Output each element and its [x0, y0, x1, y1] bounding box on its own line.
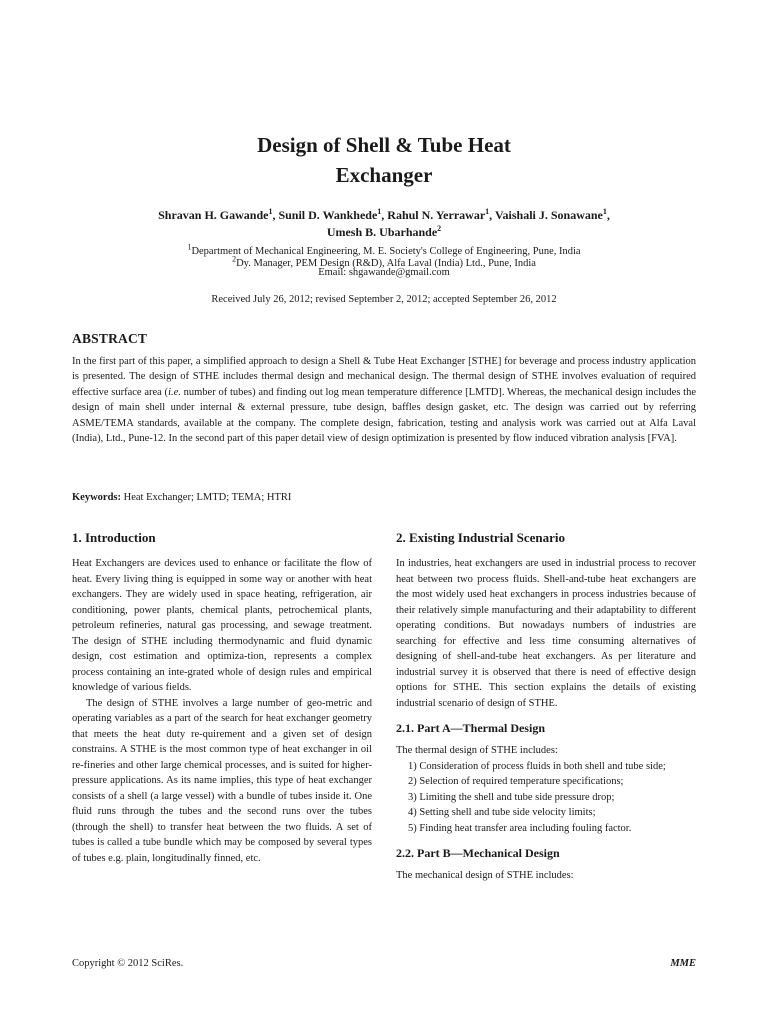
- title-line-1: Design of Shell & Tube Heat: [257, 133, 511, 157]
- author-sup: 2: [437, 224, 442, 233]
- intro-paragraph-2: The design of STHE involves a large number of geo-metric and operating variables as a part of the search for heat exchanger geometry that meets the heat duty re-quirement and a given set of design constrains. A STHE is the most common type of heat exchanger in oil re-fineries and other large chemical processes, and is suited for higher-pressure applications. As its name implies, this type of heat exchanger consists of a shell (a large vessel) with a bundle of tubes inside it. One fluid runs through the tubes and the second runs over the tubes (through the shell) to transfer heat between the two fluids. A set of tubes is called a tube bundle which may be composed by several types of tubes e.g. plain, longitudinally finned, etc.: [72, 697, 372, 864]
- title-line-2: Exchanger: [335, 163, 433, 187]
- affiliations: [60, 242, 708, 282]
- affiliation-2: $^2$Dy. Manager, PEM Design (R&D), Alfa Laval (India) Ltd., Pune, India: [232, 254, 536, 269]
- author-sup: 1: [602, 207, 607, 216]
- existing-paragraph: In industries, heat exchangers are used in industrial process to recover heat between two process fluids. Shell-and-tube heat exchangers are the most widely used heat exchangers in process industries because of their relatively simple manufacturing and their adaptability to different operating conditions. But nowadays numbers of industries are searching for effective and less time consuming alternatives of designing of shell-and-tube heat exchangers. As per literature and industrial survey it is observed that there is need of effective design options for STHE. This section explains the details of existing industrial scenario of design of STHE.: [396, 558, 696, 709]
- part-a-intro: The thermal design of STHE includes:: [396, 745, 558, 756]
- author-name: Vaishali J. Sonawane: [494, 208, 603, 222]
- section-heading-existing: 2. Existing Industrial Scenario: [396, 530, 566, 545]
- keywords-label: Keywords:: [72, 492, 121, 503]
- abstract-body: In the first part of this paper, a simplified approach to design a Shell & Tube Heat Exchanger [STHE] for beverage and process industry application is presented. The design of STHE includes thermal design and mechanical design. The thermal design of STHE involves evaluation of required effective surface area (i.e. number of tubes) and finding out log mean temperature difference [LMTD]. Whereas, the mechanical design includes the design of main shell under internal & external pressure, tube design, baffles design gasket, etc. The design was carried out by referring ASME/TEMA standards, available at the company. The complete design, fabrication, testing and analysis work was carried out at Alfa Laval (India), Ltd., Pune-12. In the second part of this paper detail view of design optimization is presented by flow induced vibration analysis [FVA].: [72, 356, 696, 445]
- left-column: [72, 528, 372, 866]
- abstract-heading: ABSTRACT: [72, 331, 148, 346]
- affiliation-1: $^1$Department of Mechanical Engineering, M. E. Society's College of Engineering, Pune, India: [187, 242, 581, 257]
- keywords-line: [72, 492, 291, 503]
- footer-copyright: Copyright © 2012 SciRes.: [72, 958, 184, 969]
- author-name: Shravan H. Gawande: [158, 208, 269, 222]
- paper-title: [60, 130, 708, 190]
- author-name: Rahul N. Yerrawar: [387, 208, 486, 222]
- keywords-list: Heat Exchanger; LMTD; TEMA; HTRI: [121, 492, 292, 503]
- received-dates: Received July 26, 2012; revised September 2, 2012; accepted September 26, 2012: [211, 294, 557, 305]
- list-item: 2) Selection of required temperature specifications;: [408, 776, 624, 787]
- list-item: 5) Finding heat transfer area including fouling factor.: [408, 822, 632, 834]
- author-sup: 1: [268, 207, 273, 216]
- part-b-intro: The mechanical design of STHE includes:: [396, 870, 574, 881]
- list-item: 3) Limiting the shell and tube side pressure drop;: [408, 791, 615, 803]
- right-column: [396, 528, 696, 884]
- list-item: 4) Setting shell and tube side velocity limits;: [408, 807, 596, 818]
- list-item: 1) Consideration of process fluids in both shell and tube side;: [408, 760, 666, 772]
- author-sup: 1: [377, 207, 382, 216]
- section-heading-introduction: 1. Introduction: [72, 530, 156, 545]
- intro-paragraph-1: Heat Exchangers are devices used to enhance or facilitate the flow of heat. Every living thing is equipped in some way or another with heat exchangers. They are widely used in space heating, refrigeration, air conditioning, power plants, chemical plants, petrochemical plants, petroleum refineries, natural gas processing, and sewage treatment. The design of STHE including thermodynamic and fluid dynamic design, cost estimation and optimiza-tion, represents a complex process containing an inte-grated whole of design rules and empirical knowledge of various fields.: [72, 558, 372, 693]
- subsection-heading-part-a: 2.1. Part A—Thermal Design: [396, 721, 545, 735]
- author-email: Email: shgawande@gmail.com: [318, 267, 450, 278]
- author-sup: 1: [485, 207, 490, 216]
- part-a-list: [396, 759, 696, 837]
- author-name: Umesh B. Ubarhande: [326, 225, 438, 239]
- subsection-heading-part-b: 2.2. Part B—Mechanical Design: [396, 846, 560, 860]
- author-list: Shravan H. Gawande$^1$, Sunil D. Wankhede$^1$, Rahul N. Yerrawar$^1$, Vaishali J. Sonawane$^1$, Umesh B. Ubarhande$^2$: [158, 207, 610, 239]
- footer-journal: MME: [670, 958, 696, 969]
- author-name: Sunil D. Wankhede: [278, 208, 378, 222]
